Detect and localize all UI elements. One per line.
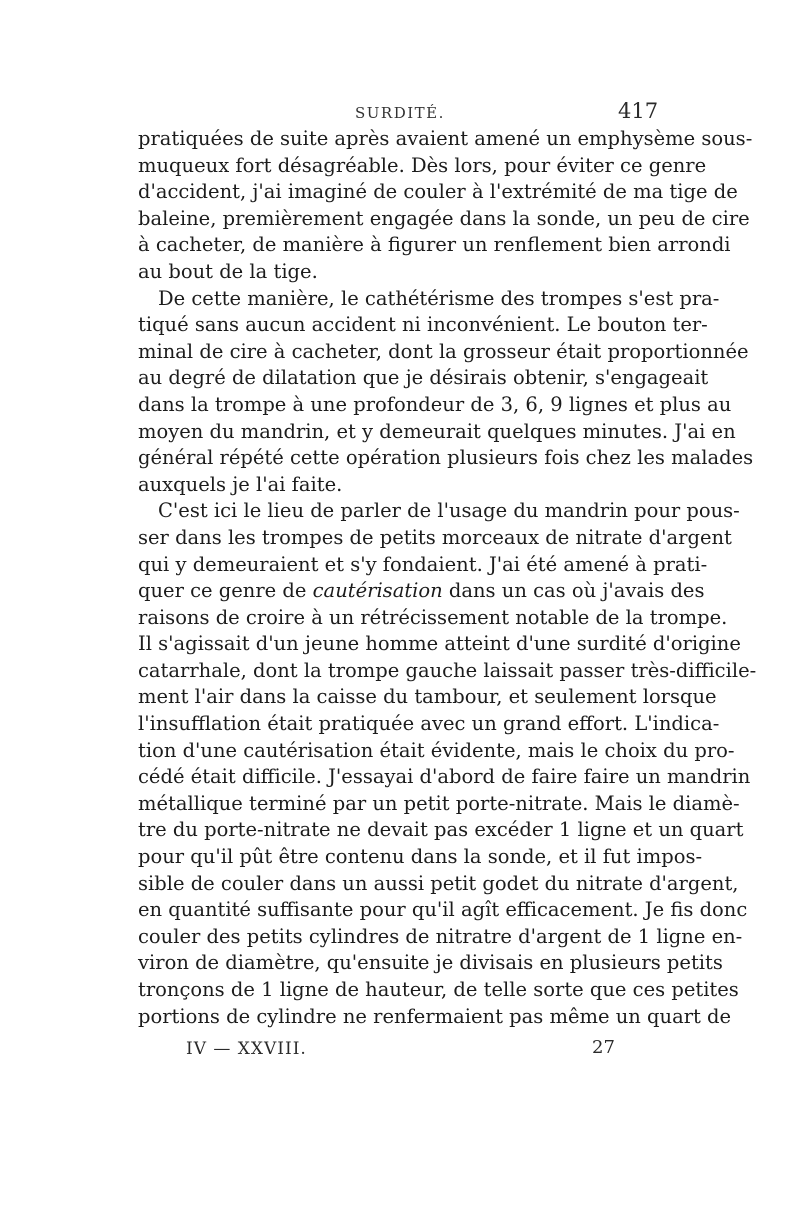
text-line: d'accident, j'ai imaginé de couler à l'extrémité de ma tige de xyxy=(138,180,738,204)
text-line-with-emphasis xyxy=(138,578,705,605)
text-line: moyen du mandrin, et y demeurait quelques minutes. J'ai en xyxy=(138,419,736,443)
signature-mark: IV — XXVIII. xyxy=(186,1039,307,1059)
text-line: métallique terminé par un petit porte-nitrate. Mais le diamè- xyxy=(138,791,740,815)
text-line: général répété cette opération plusieurs fois chez les malades xyxy=(138,446,754,470)
text-line: à cacheter, de manière à figurer un renflement bien arrondi xyxy=(138,233,731,257)
text-line: au degré de dilatation que je désirais obtenir, s'engageait xyxy=(138,366,709,390)
text-line: en quantité suffisante pour qu'il agît efficacement. Je fis donc xyxy=(138,898,748,922)
text-line: couler des petits cylindres de nitratre d'argent de 1 ligne en- xyxy=(138,924,743,948)
text-line: catarrhale, dont la trompe gauche laissait passer très-difficile- xyxy=(138,658,757,682)
text-line: pratiquées de suite après avaient amené un emphysème sous- xyxy=(138,127,753,150)
text-line: tion d'une cautérisation était évidente, mais le choix du pro- xyxy=(138,738,735,762)
text-line: raisons de croire à un rétrécissement notable de la trompe. xyxy=(138,605,728,629)
text-line: portions de cylindre ne renfermaient pas même un quart de xyxy=(138,1004,732,1028)
paragraph-start-line: De cette manière, le cathétérisme des trompes s'est pra- xyxy=(158,286,720,310)
running-title: SURDITÉ. xyxy=(355,104,445,122)
text-span: dans un cas où j'avais des xyxy=(448,579,705,603)
text-line: dans la trompe à une profondeur de 3, 6, 9 lignes et plus au xyxy=(138,392,732,416)
text-line: l'insufflation était pratiquée avec un grand effort. L'indica- xyxy=(138,712,720,736)
text-line: ment l'air dans la caisse du tambour, et seulement lorsque xyxy=(138,685,717,709)
text-line: pour qu'il pût être contenu dans la sonde, et il fut impos- xyxy=(138,845,703,869)
text-line: tre du porte-nitrate ne devait pas excéder 1 ligne et un quart xyxy=(138,818,744,842)
sheet-number: 27 xyxy=(592,1037,615,1058)
text-line: qui y demeuraient et s'y fondaient. J'ai été amené à prati- xyxy=(138,552,708,576)
page-number: 417 xyxy=(618,99,659,123)
text-line: muqueux fort désagréable. Dès lors, pour éviter ce genre xyxy=(138,153,707,177)
text-line: ser dans les trompes de petits morceaux de nitrate d'argent xyxy=(138,525,732,549)
text-line: sible de couler dans un aussi petit godet du nitrate d'argent, xyxy=(138,871,739,895)
paragraph-start-line: C'est ici le lieu de parler de l'usage du mandrin pour pous- xyxy=(158,499,740,523)
text-line: cédé était difficile. J'essayai d'abord de faire faire un mandrin xyxy=(138,765,751,789)
body-text xyxy=(138,126,757,1030)
text-line: viron de diamètre, qu'ensuite je divisais en plusieurs petits xyxy=(138,951,723,975)
text-line: baleine, premièrement engagée dans la sonde, un peu de cire xyxy=(138,206,750,230)
text-line: minal de cire à cacheter, dont la grosseur était proportionnée xyxy=(138,339,749,363)
text-span: quer ce genre de xyxy=(138,579,307,603)
text-line: auxquels je l'ai faite. xyxy=(138,472,343,496)
text-line: au bout de la tige. xyxy=(138,259,318,283)
text-line: tronçons de 1 ligne de hauteur, de telle sorte que ces petites xyxy=(138,978,739,1001)
italic-term: cautérisation xyxy=(312,579,443,603)
text-line: Il s'agissait d'un jeune homme atteint d'une surdité d'origine xyxy=(138,632,741,656)
text-line: tiqué sans aucun accident ni inconvénient. Le bouton ter- xyxy=(138,313,708,337)
